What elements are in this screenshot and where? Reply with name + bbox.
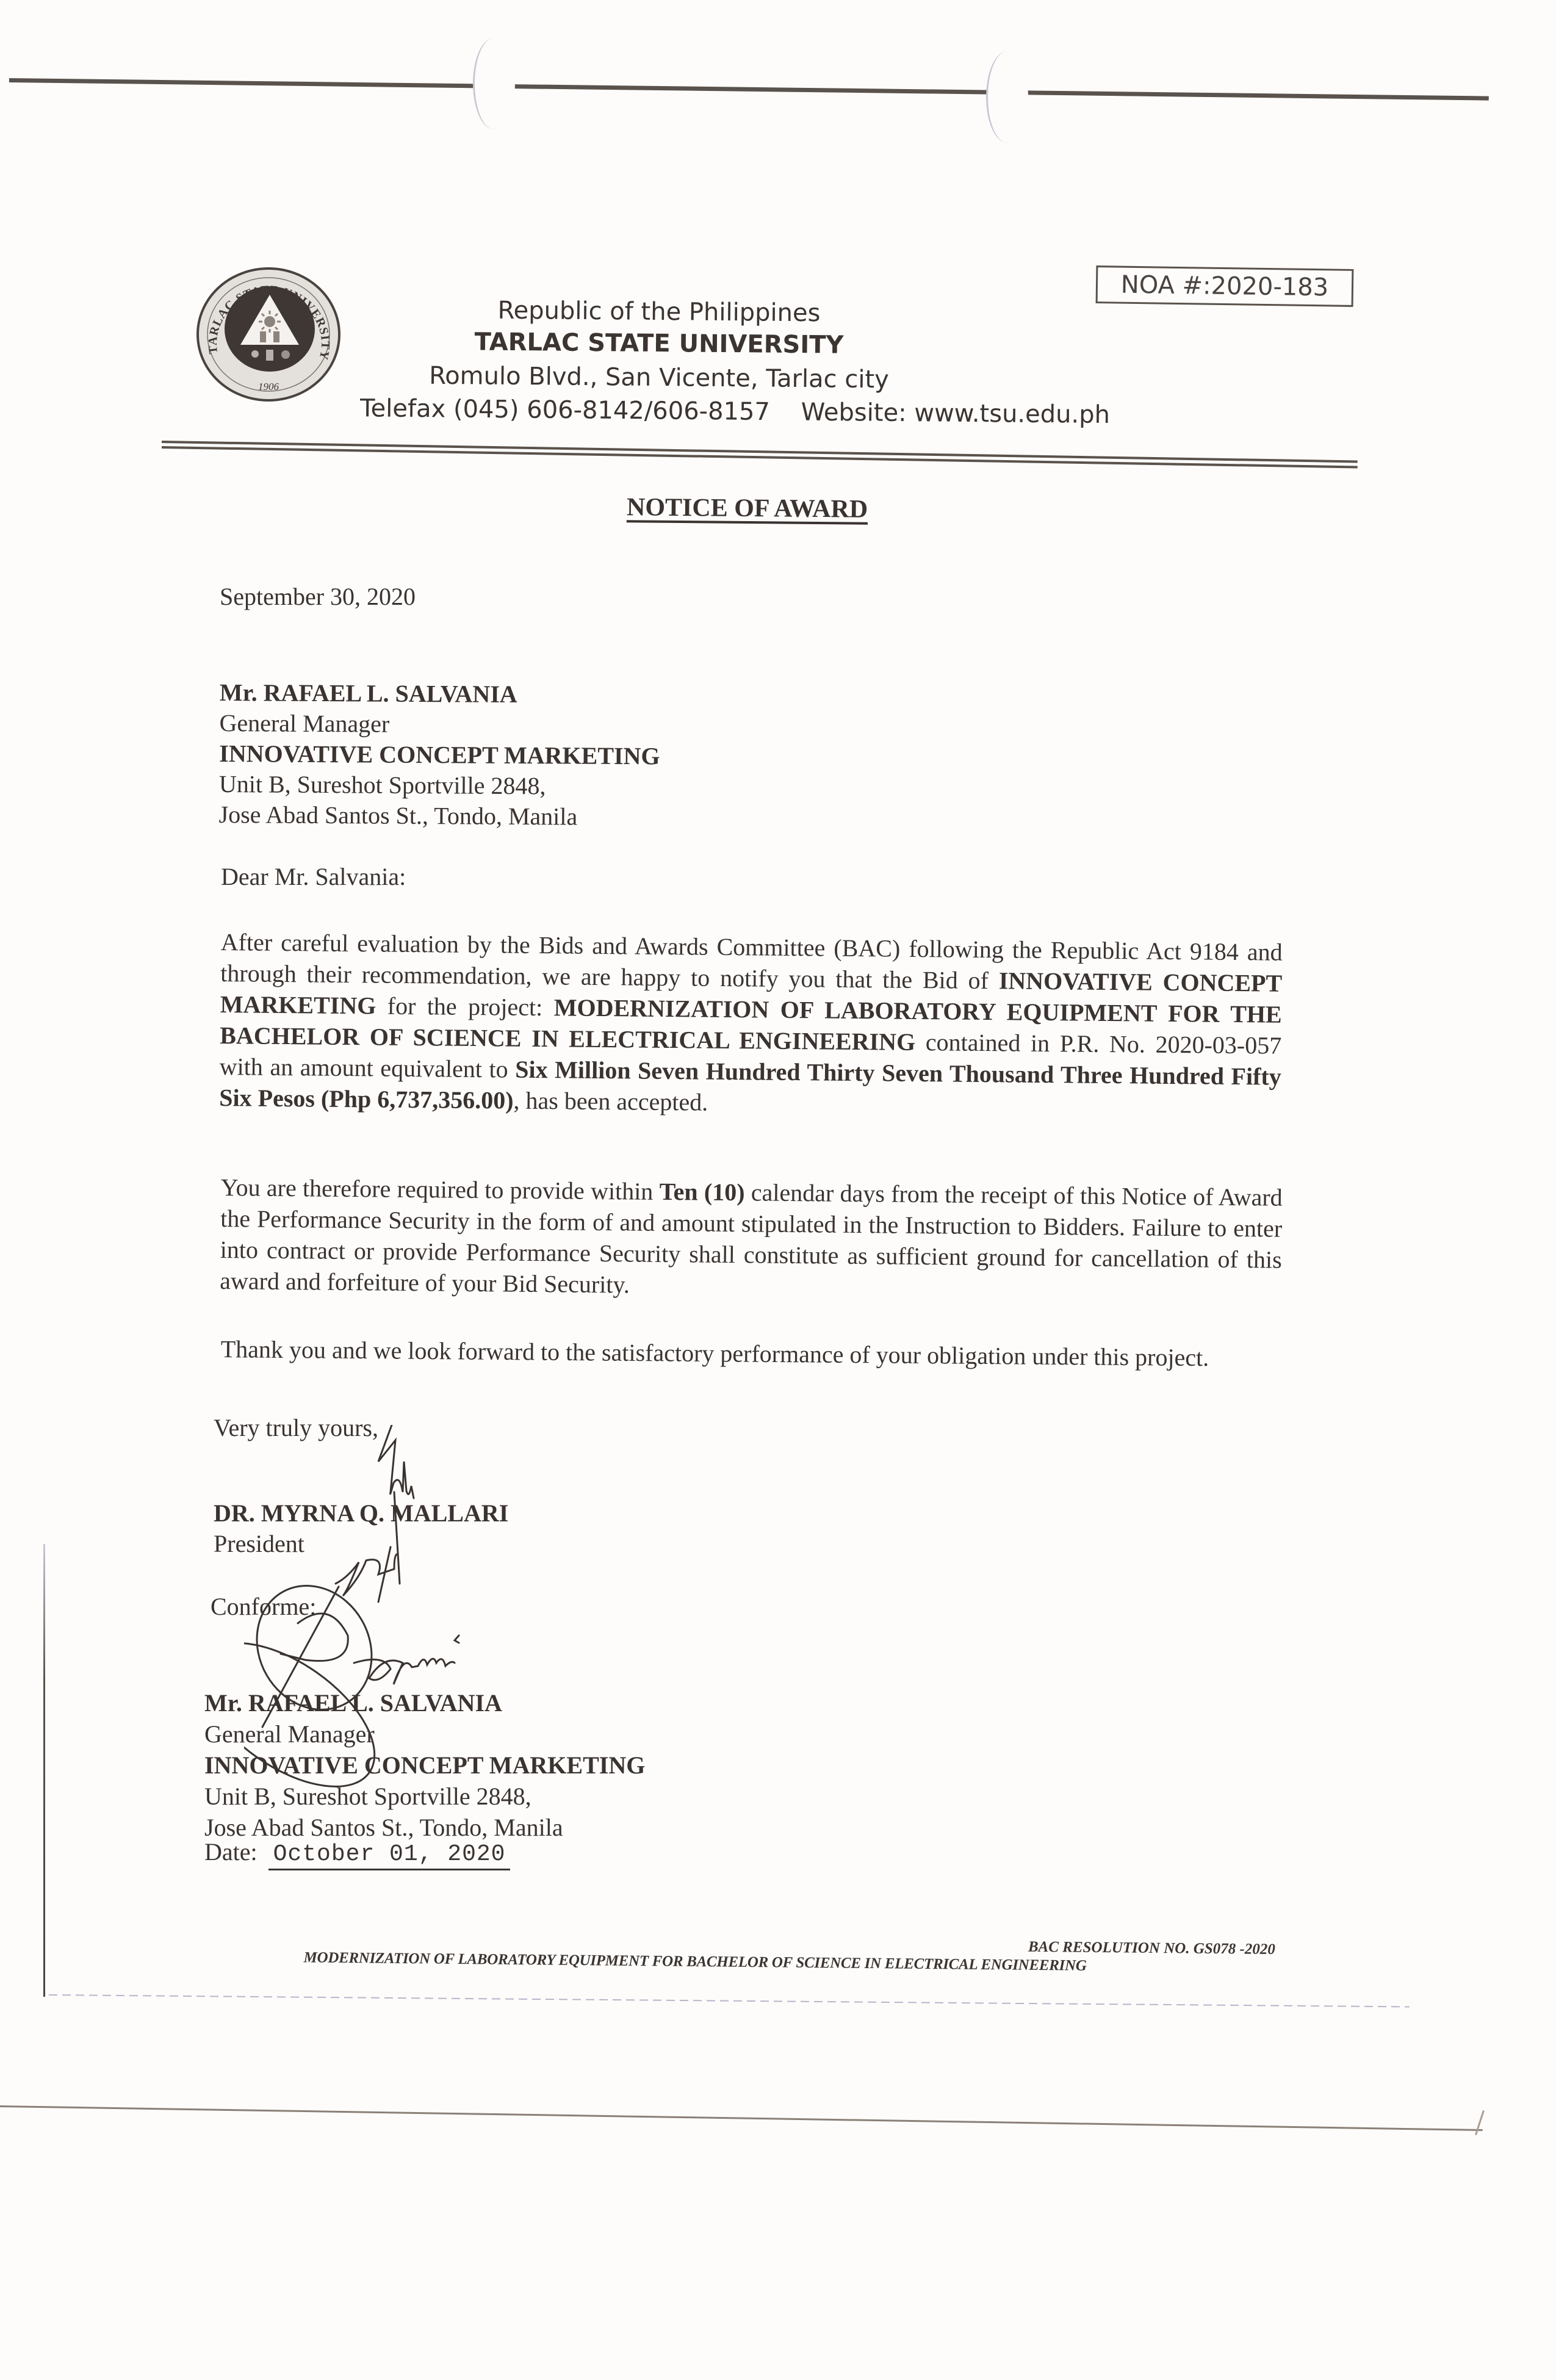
paragraph-thanks: Thank you and we look forward to the satisfactory performance of your obligation under this project. (220, 1335, 1209, 1372)
conforme-label: Conforme: (211, 1593, 317, 1620)
page-bottom-edge-corner (1475, 2110, 1485, 2135)
deadline-days: Ten (10) (659, 1177, 745, 1206)
footer-resolution: BAC RESOLUTION NO. GS078 -2020 (1028, 1938, 1275, 1958)
header-divider-line (162, 441, 1358, 463)
conforme-position: General Manager (204, 1720, 375, 1748)
header-contact (360, 394, 1172, 430)
binder-hole (473, 38, 515, 129)
letter-date: September 30, 2020 (220, 583, 416, 610)
recipient-address-line2: Jose Abad Santos St., Tondo, Manila (218, 800, 578, 831)
paragraph-text: for the project: (376, 992, 554, 1022)
signatory-name: DR. MYRNA Q. MALLARI (214, 1499, 509, 1527)
paragraph-requirements (220, 1172, 1283, 1307)
paragraph-award (219, 926, 1283, 1123)
page-left-margin-line (43, 1544, 45, 1997)
page-top-edge-line (9, 78, 1489, 101)
conforme-address-line2: Jose Abad Santos St., Tondo, Manila (204, 1814, 563, 1841)
salutation: Dear Mr. Salvania: (221, 863, 406, 890)
paragraph-text: You are therefore required to provide within (220, 1173, 660, 1205)
conforme-date-line (204, 1837, 510, 1870)
conforme-address-line1: Unit B, Sureshot Sportville 2848, (204, 1783, 531, 1810)
recipient-block (218, 677, 660, 832)
header-address: Romulo Blvd., San Vicente, Tarlac city (428, 361, 890, 394)
university-seal-logo (194, 265, 344, 403)
signatory-title: President (214, 1530, 304, 1557)
recipient-company: INNOVATIVE CONCEPT MARKETING (219, 739, 660, 770)
header-website: Website: www.tsu.edu.ph (801, 398, 1111, 429)
project-name: MODERNIZATION OF LABORATORY EQUIPMENT FOR THE BACHELOR OF SCIENCE IN ELECTRICAL ENGINEERING (220, 993, 1282, 1056)
noa-number-box: NOA #:2020-183 (1096, 265, 1354, 307)
conforme-date-value: October 01, 2020 (268, 1841, 511, 1870)
paragraph-text: calendar days from the receipt of this Notice of Award the Performance Security in the form of and amount stipulated in the Instruction to Bidders. Failure to enter into contract or provide Performance Security shall constitute as sufficient ground for cancellation of this award and forfeiture of your Bid Security. (220, 1178, 1283, 1299)
seal-year: 1906 (258, 381, 279, 392)
paragraph-text: contained in P.R. No. 2020-03-057 with an amount equivalent to (219, 1028, 1282, 1083)
paragraph-text: , has been accepted. (513, 1086, 708, 1116)
award-amount: Six Million Seven Hundred Thirty Seven Thousand Three Hundred Fifty Six Pesos (Php 6,737,356.00) (219, 1055, 1281, 1114)
page-bottom-dashed-line (49, 1994, 1410, 2007)
header-telefax: Telefax (045) 606-8142/606-8157 (359, 394, 771, 427)
footer-project: MODERNIZATION OF LABORATORY EQUIPMENT FOR BACHELOR OF SCIENCE IN ELECTRICAL ENGINEERING (303, 1949, 1087, 1974)
binder-hole (986, 51, 1028, 143)
conforme-company: INNOVATIVE CONCEPT MARKETING (204, 1751, 646, 1779)
conforme-name: Mr. RAFAEL L. SALVANIA (204, 1689, 502, 1717)
document-title: NOTICE OF AWARD (626, 493, 868, 524)
conforme-block (204, 1687, 645, 1843)
recipient-name: Mr. RAFAEL L. SALVANIA (219, 679, 517, 708)
bidder-name: INNOVATIVE CONCEPT MARKETING (220, 967, 1283, 1020)
footer (292, 1930, 1275, 1977)
recipient-address-line1: Unit B, Sureshot Sportville 2848, (218, 770, 546, 800)
header-university-name: TARLAC STATE UNIVERSITY (474, 328, 844, 359)
recipient-position: General Manager (219, 709, 390, 738)
conforme-date-label: Date: (204, 1838, 258, 1866)
page-bottom-edge-line (0, 2105, 1483, 2131)
seal-text: TARLAC STATE UNIVERSITY (206, 283, 333, 362)
closing: Very truly yours, (214, 1414, 378, 1441)
paragraph-text: After careful evaluation by the Bids and Awards Committee (BAC) following the Republic Act 9184 and through their recommendation, we are happy to notify you that the Bid of (220, 928, 1283, 995)
header-republic: Republic of the Philippines (497, 296, 821, 328)
